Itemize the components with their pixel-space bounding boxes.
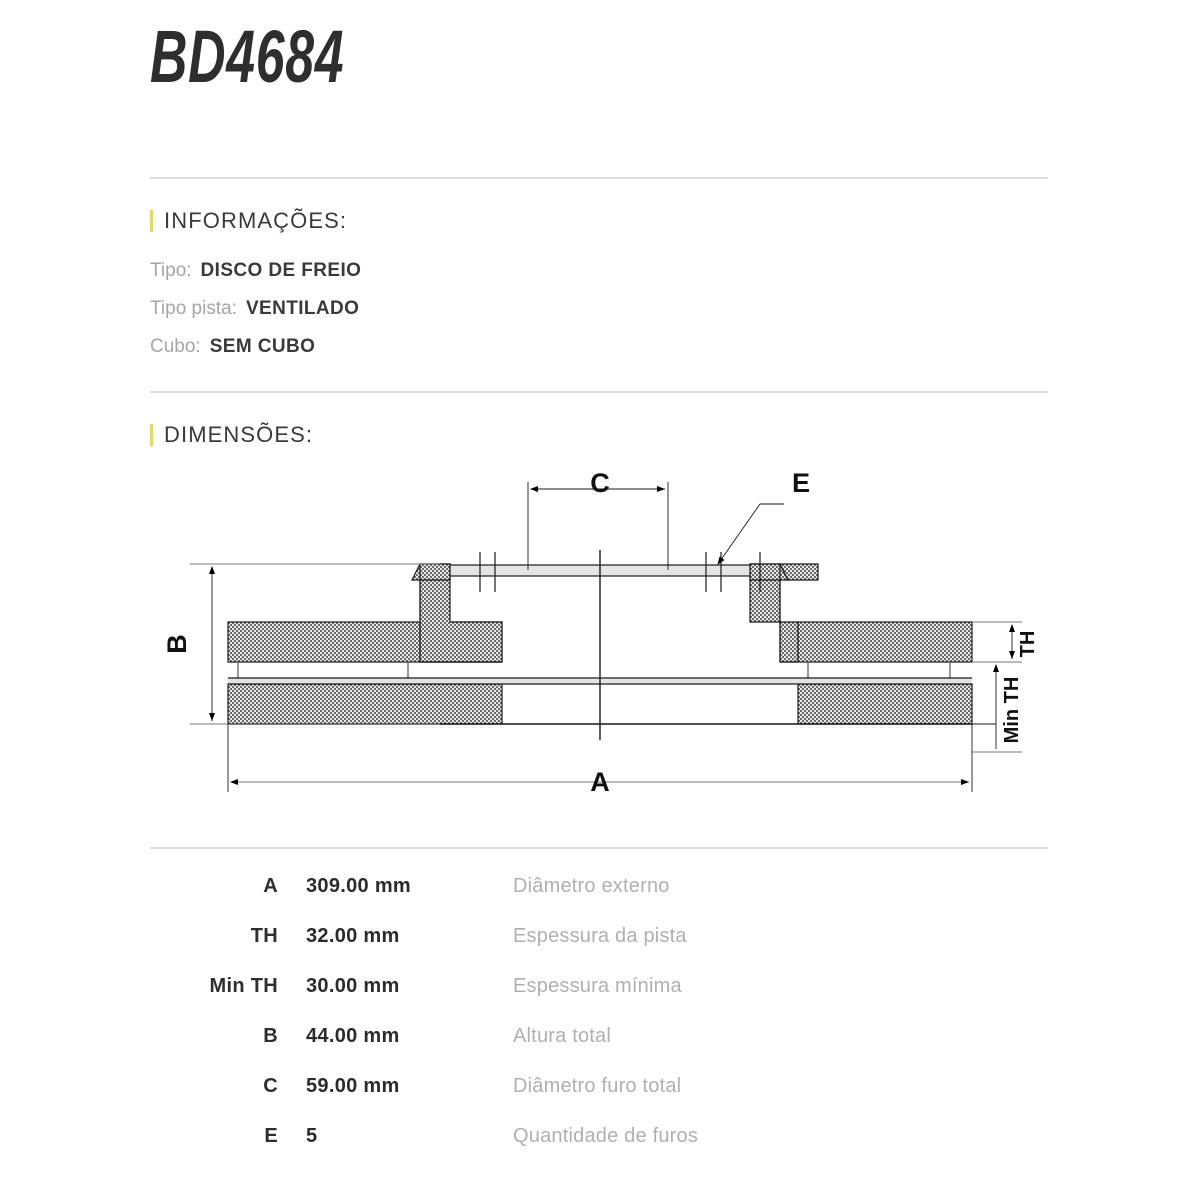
table-row [150,925,1050,975]
dimension-description: Diâmetro externo [513,875,670,897]
dimension-description: Altura total [513,1025,612,1047]
table-row [150,1075,1050,1125]
dimension-symbol: B [263,1025,278,1047]
dimension-symbol: E [264,1125,278,1147]
info-value-tipo: DISCO DE FREIO [200,260,362,281]
drawing-label-min-th: Min TH [1001,676,1023,744]
table-row [150,1025,1050,1075]
dimension-symbol: Min TH [209,975,278,997]
drawing-label-e: E [792,468,811,498]
brake-disc-cross-section-drawing [150,452,1050,842]
dimension-symbol: A [263,875,278,897]
dimension-description: Espessura mínima [513,975,682,997]
dimension-value: 309.00 mm [306,875,411,897]
divider-middle [150,391,1048,393]
divider-top [150,177,1048,179]
drawing-label-c: C [590,468,610,498]
dimension-symbol: C [263,1075,278,1097]
dimension-value: 59.00 mm [306,1075,400,1097]
dimension-description: Quantidade de furos [513,1125,699,1147]
info-row-tipo-pista [150,298,750,336]
drawing-label-a: A [590,767,610,797]
section-header-dimensoes-label: DIMENSÕES: [164,422,314,447]
info-row-cubo [150,336,750,374]
dimension-symbol: TH [250,925,278,947]
table-row [150,975,1050,1025]
info-list [150,260,750,374]
dimension-description: Diâmetro furo total [513,1075,682,1097]
info-label-tipo: Tipo: [150,260,192,281]
dimension-value: 32.00 mm [306,925,400,947]
dimensions-table [150,875,1050,1175]
info-value-cubo: SEM CUBO [209,336,316,357]
accent-bar-icon [150,424,153,446]
drawing-label-b: B [162,634,192,654]
info-label-cubo: Cubo: [150,336,201,357]
info-value-tipo-pista: VENTILADO [245,298,360,319]
section-header-dimensoes [150,422,313,448]
divider-bottom [150,847,1048,849]
section-header-informacoes-label: INFORMAÇÕES: [164,208,348,233]
dimension-value: 44.00 mm [306,1025,400,1047]
info-label-tipo-pista: Tipo pista: [150,298,237,319]
dimension-description: Espessura da pista [513,925,687,947]
dimension-value: 30.00 mm [306,975,400,997]
dimension-value: 5 [306,1125,318,1147]
drawing-label-th: TH [1017,630,1039,658]
section-header-informacoes [150,208,347,234]
info-row-tipo [150,260,750,298]
page-title: BD4684 [150,15,345,98]
table-row [150,875,1050,925]
accent-bar-icon [150,210,153,232]
table-row [150,1125,1050,1175]
